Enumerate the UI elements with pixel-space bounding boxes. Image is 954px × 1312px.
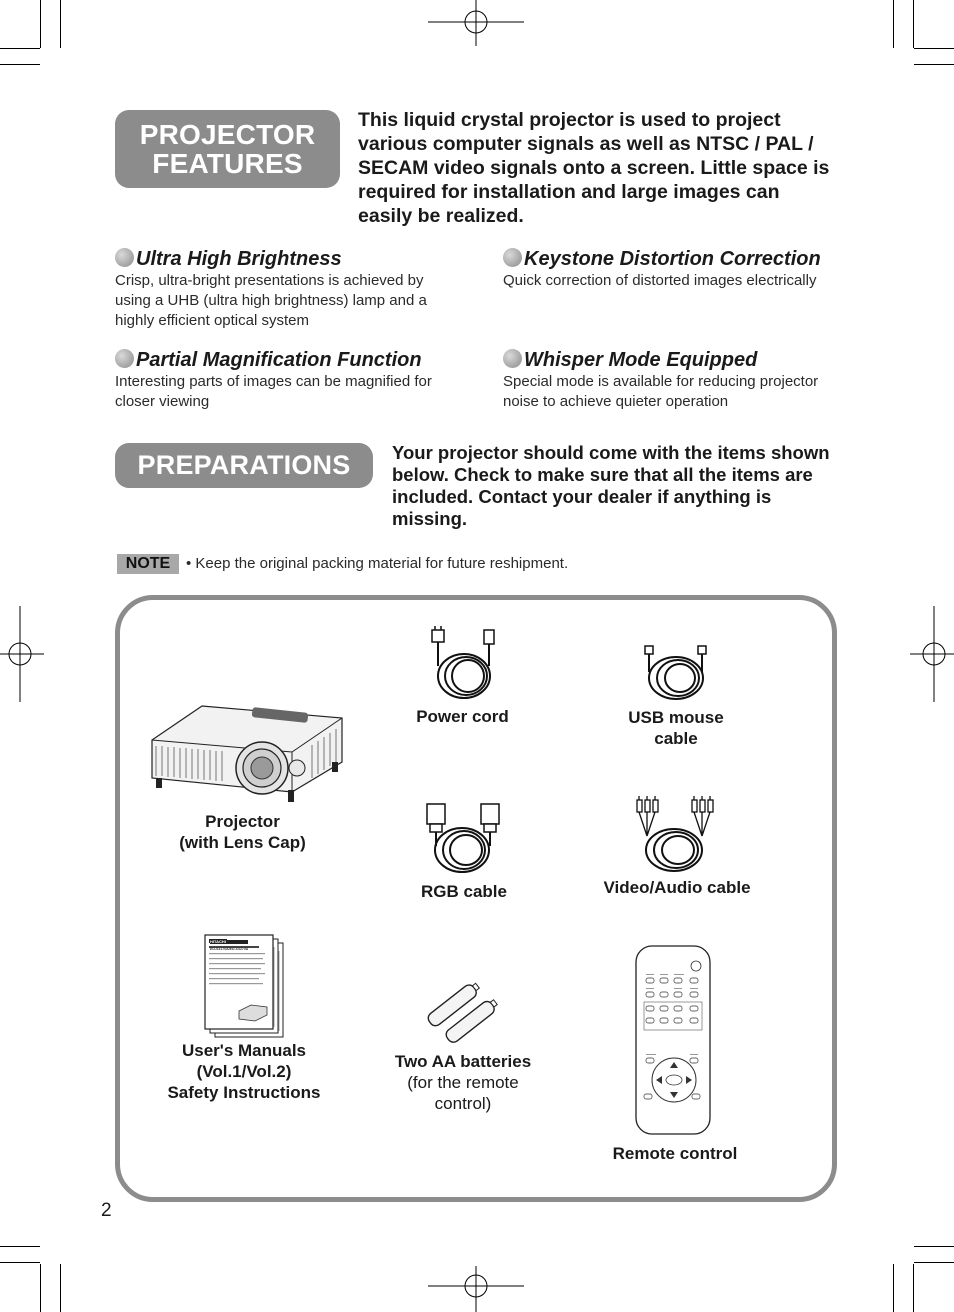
rgb-cable-label: RGB cable <box>421 882 507 901</box>
rgb-cable-illustration <box>425 802 503 876</box>
manuals-label: User's Manuals (Vol.1/Vol.2) Safety Instructions <box>167 1041 321 1102</box>
feature-title-magnification: Partial Magnification Function <box>115 349 422 372</box>
feature-title-keystone: Keystone Distortion Correction <box>503 248 821 271</box>
registration-mark-right <box>910 606 954 702</box>
power-cord-illustration <box>428 626 500 702</box>
remote-control-illustration <box>634 944 714 1138</box>
preparations-heading: PREPARATIONS <box>115 443 373 488</box>
bullet-icon <box>115 248 134 267</box>
feature-desc-whisper: Special mode is available for reducing projector noise to achieve quieter operation <box>503 373 819 410</box>
feature-title-whisper: Whisper Mode Equipped <box>503 349 757 372</box>
note-badge: NOTE <box>117 554 179 574</box>
feature-desc-brightness: Crisp, ultra-bright presentations is achieved by using a UHB (ultra high brightness) lamp and a highly efficient optical system <box>115 272 427 329</box>
projector-illustration <box>142 700 347 805</box>
video-audio-cable-illustration <box>634 796 720 876</box>
usb-cable-illustration <box>642 644 712 702</box>
manual-cover-model: ED-S3170A/ED-X3270A <box>210 947 249 951</box>
feature-desc-keystone: Quick correction of distorted images electrically <box>503 272 817 289</box>
feature-desc-magnification: Interesting parts of images can be magnified for closer viewing <box>115 373 432 410</box>
manual-cover-text <box>210 940 248 952</box>
features-heading-line2: FEATURES <box>152 148 303 179</box>
features-heading-line1: PROJECTOR <box>139 119 316 150</box>
batteries-illustration <box>425 978 499 1048</box>
registration-mark-top <box>428 0 524 48</box>
power-cord-label: Power cord <box>416 707 509 726</box>
features-heading <box>115 110 340 188</box>
video-audio-cable-label: Video/Audio cable <box>603 878 751 897</box>
registration-mark-left <box>0 606 44 702</box>
page-number: 2 <box>101 1200 112 1221</box>
note-text: • Keep the original packing material for future reshipment. <box>186 555 569 572</box>
feature-title-brightness: Ultra High Brightness <box>115 248 342 271</box>
batteries-label: Two AA batteries (for the remote control) <box>394 1052 532 1113</box>
features-intro: This liquid crystal projector is used to project various computer signals as well as NTSC / PAL / SECAM video signals onto a screen. Little space is required for installation and large images can easily be realized. <box>358 109 830 227</box>
remote-control-label: Remote control <box>612 1144 738 1163</box>
usb-cable-label: USB mouse cable <box>628 708 724 748</box>
bullet-icon <box>503 248 522 267</box>
projector-label: Projector (with Lens Cap) <box>179 812 306 852</box>
bullet-icon <box>503 349 522 368</box>
manual-cover-brand: HITACHI <box>210 940 248 944</box>
preparations-intro: Your projector should come with the items shown below. Check to make sure that all the items are included. Contact your dealer if anything is missing. <box>392 442 830 529</box>
bullet-icon <box>115 349 134 368</box>
registration-mark-bottom <box>428 1264 524 1312</box>
